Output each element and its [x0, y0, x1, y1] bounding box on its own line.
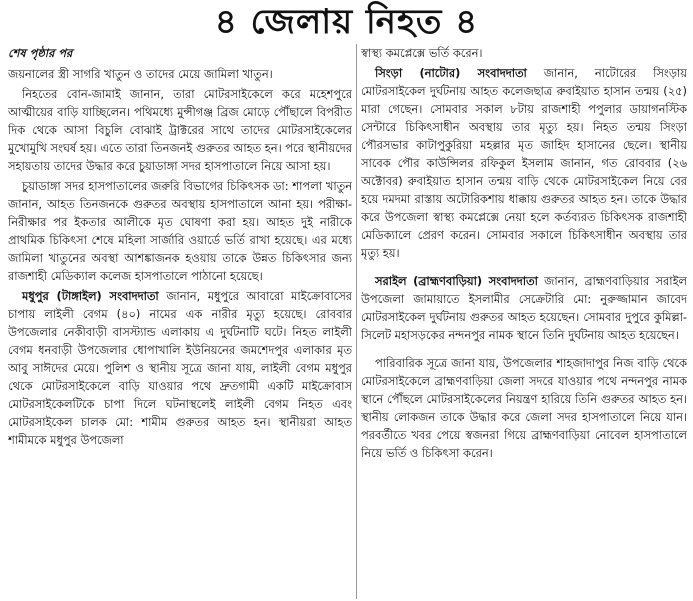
headline: ৪ জেলায় নিহত ৪	[214, 2, 479, 42]
right-column	[361, 44, 687, 601]
paragraph-text: জানান, মধুপুরে আবারো মাইক্রোবাসের চাপায় লাইলী বেগম (৪০) নামের এক নারীর মৃত্যু হয়েছে। রোববার উপজেলার নেকীবাড়ী বাসস্ট্যান্ড এলাকায় এ দুর্ঘটনাটি ঘটে। নিহত লাইলী বেগম ধনবাড়ী উপজেলার ধোপাখালি ইউনিয়নের জমশেদপুর এলাকার মৃত আবু সাঈদের মেয়ে। পুলিশ ও স্থানীয় সূত্রে জানা যায়, লাইলী বেগম মধুপুর থেকে মোটরসাইকেলে বাড়ি যাওয়ার পথে দ্রুতগামী একটি মাইক্রোবাস মোটরসাইকেলটিকে চাপা দিলে ঘটনাস্থলেই লাইলী বেগম নিহত এবং মোটরসাইকেল চালক মো: শামীম গুরুতর আহত হন। স্থানীয়রা আহত শামীমকে মধুপুর উপজেলা	[8, 289, 352, 447]
correspondent-byline: সিংড়া (নাটোর) সংবাদদাতা	[375, 66, 527, 80]
correspondent-byline: মধুপুর (টাঙ্গাইল) সংবাদদাতা	[22, 289, 159, 303]
paragraph: চুয়াডাঙ্গা সদর হাসপাতালের জরুরি বিভাগের চিকিৎসক ডা: শাপলা খাতুন জানান, আহত তিনজনকে গুরুতর অবস্থায় হাসপাতালে আনা হয়। পরীক্ষা-নিরীক্ষার পর ইকতার আলীকে মৃত ঘোষণা করা হয়। আহত দুই নারীকে প্রাথমিক চিকিৎসা শেষে মহিলা সার্জারি ওয়ার্ডে ভর্তি রাখা হয়েছে। এর মধ্যে জামিলা খাতুনের অবস্থা আশঙ্কাজনক হওয়ায় তাকে উন্নত চিকিৎসার জন্য রাজশাহী মেডিক্যাল কলেজ হাসপাতালে পাঠানো হয়েছে।	[8, 179, 352, 283]
paragraph	[8, 287, 352, 449]
paragraph	[361, 272, 687, 344]
paragraph: স্বাস্থ্য কমপ্লেক্সে ভর্তি করেন।	[361, 46, 483, 60]
paragraph: নিহতের বোন-জামাই জানান, তারা মোটরসাইকেলে করে মহেশপুরে আত্মীয়ের বাড়ি যাচ্ছিলেন। পথিমধ্যে মুন্সীগঞ্জ ব্রিজ মোড়ে পৌঁছালে বিপরীত দিক থেকে আসা বিচুলি বোঝাই ট্রাক্টরের সাথে তাদের মোটরসাইকেলের মুখোমুখি সংঘর্ষ হয়। এতে তারা তিনজনই গুরুতর আহত হন। পরে স্থানীয়দের সহায়তায় তাদের উদ্ধার করে চুয়াডাঙ্গা সদর হাসপাতালে নিয়ে আসা হয়।	[8, 87, 352, 173]
column-divider	[356, 44, 357, 599]
left-column	[8, 44, 352, 601]
paragraph: পারিবারিক সূত্রে জানা যায়, উপজেলার শাহজাদাপুর নিজ বাড়ি থেকে মোটরসাইকেলে ব্রাহ্মণবাড়িয়া জেলা সদরে যাওয়ার পথে নন্দনপুর নামক স্থানে পৌঁছলে মোটরসাইকেলের নিয়ন্ত্রণ হারিয়ে তিনি গুরুতর আহত হন। স্থানীয় লোকজন তাকে উদ্ধার করে জেলা সদর হাসপাতালে নিয়ে যান। পরবর্তীতে খবর পেয়ে স্বজনরা গিয়ে ব্রাহ্মণবাড়িয়া নোবেল হাসপাতালে নিয়ে ভর্তি ও চিকিৎসা করেন।	[361, 356, 687, 460]
continuation-kicker: শেষ পৃষ্ঠার পর	[8, 46, 73, 60]
paragraph	[361, 64, 687, 262]
paragraph-text: জানান, ব্রাহ্মণবাড়িয়ার সরাইল উপজেলা জামায়াতে ইসলামীর সেক্রেটারি মো: নুরুজ্জামান জাবেদ মোটরসাইকেল দুর্ঘটনায় গুরুতর আহত হয়েছেন। সোমবার দুপুরে কুমিল্লা-সিলেট মহাসড়কের নন্দনপুর নামক স্থানে তিনি দুর্ঘটনায় আহত হয়েছেন।	[361, 274, 687, 342]
correspondent-byline: সরাইল (ব্রাহ্মণবাড়িয়া) সংবাদদাতা	[375, 274, 538, 288]
paragraph: জয়নালের স্ত্রী সাগরি খাতুন ও তাদের মেয়ে জামিলা খাতুন।	[8, 67, 273, 81]
paragraph-text: জানান, নাটোরের সিংড়ায় মোটরসাইকেল দুর্ঘটনায় আহত কলেজছাত্র রুবাইয়াত হাসান তন্ময় (২৫) মারা গেছেন। সোমবার সকাল ৮টায় রাজশাহী পপুলার ডায়াগনস্টিক সেন্টারে চিকিৎসাধীন অবস্থায় তার মৃত্যু হয়। নিহত তন্ময় সিংড়া পৌরসভার কাটাপুকুরিয়া মহল্লার মৃত জাহিদ হাসানের ছেলে। স্থানীয় সাবেক পৌর কাউন্সিলর রফিকুল ইসলাম জানান, গত রোববার (২৬ অক্টোবর) রুবাইয়াত হাসান তন্ময় বাড়ি থেকে মোটরসাইকেল নিয়ে বের হয়ে দমদমা রাস্তায় অটোরিকশায় ধাক্কায় গুরুতর আহত হন। তাকে উদ্ধার করে উপজেলা স্বাস্থ্য কমপ্লেক্সে নেয়া হলে কর্তব্যরত চিকিৎসক রাজশাহী মেডিক্যালে প্রেরণ করেন। সোমবার সকালে চিকিৎসাধীন অবস্থায় তার মৃত্যু হয়।	[361, 66, 687, 260]
